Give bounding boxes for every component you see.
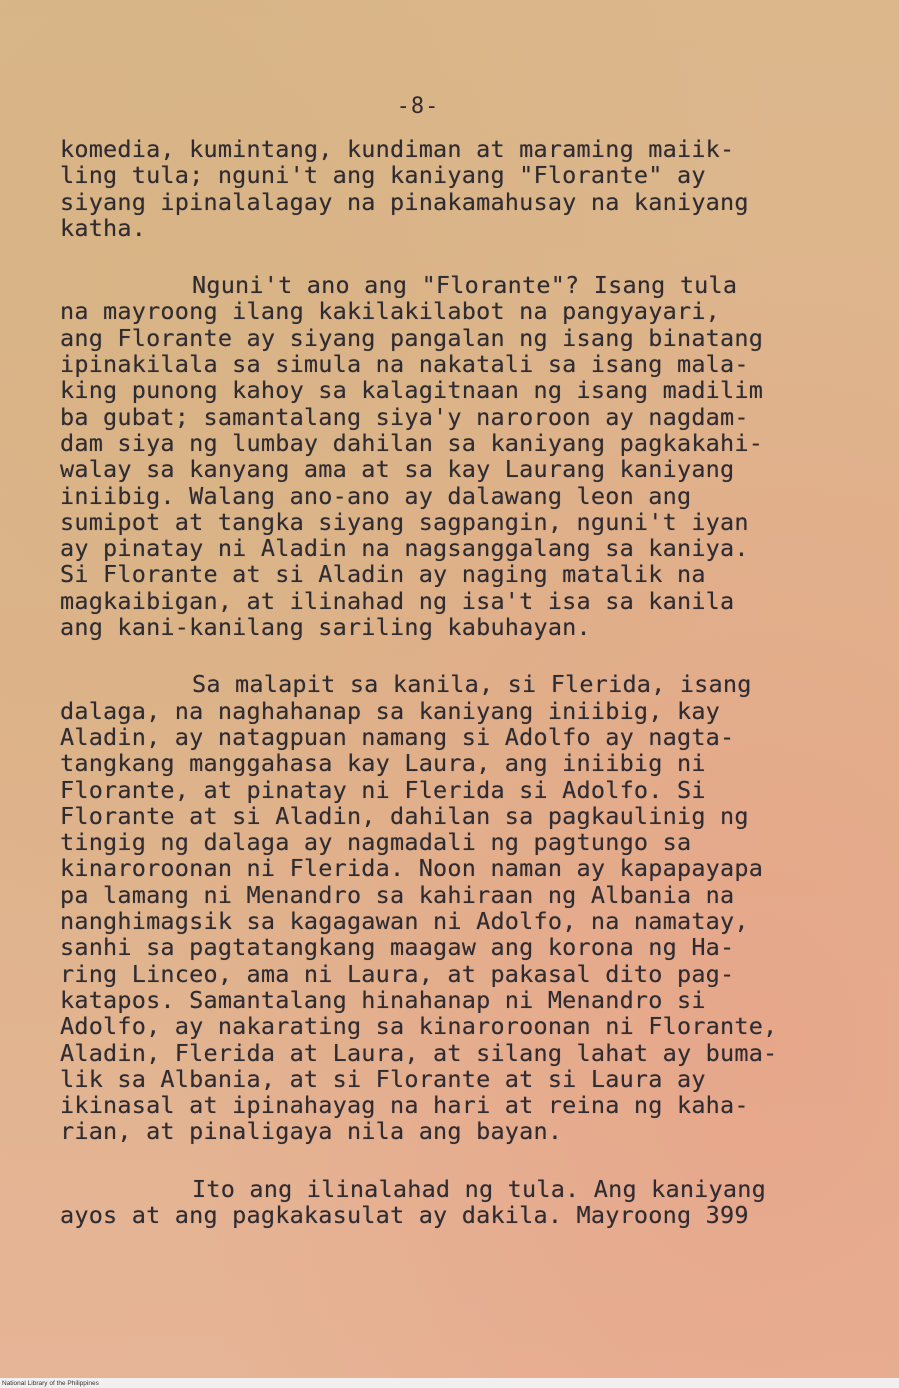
text-line: dam siya ng lumbay dahilan sa kaniyang pagkakahi-	[60, 428, 764, 457]
text-line: lik sa Albania, at si Florante at si Laura ay	[60, 1064, 706, 1093]
paragraph-gap	[60, 241, 860, 272]
paragraph-4	[60, 1176, 860, 1229]
text-line: Adolfo, ay nakarating sa kinaroroonan ni Florante,	[60, 1012, 778, 1041]
text-line: magkaibigan, at ilinahad ng isa't isa sa kanila	[60, 586, 735, 615]
text-line: sumipot at tangka siyang sagpangin, nguni't iyan	[60, 507, 749, 536]
text-line: kinaroroonan ni Flerida. Noon naman ay kapapayapa	[60, 854, 764, 883]
text-line: ang Florante ay siyang pangalan ng isang binatang	[60, 323, 764, 352]
text-line: ling tula; nguni't ang kaniyang "Florante" ay	[60, 161, 706, 190]
text-line: king punong kahoy sa kalagitnaan ng isang madilim	[60, 376, 764, 405]
text-line: walay sa kanyang ama at sa kay Laurang kaniyang	[60, 455, 735, 484]
text-line: Ito ang ilinalahad ng tula. Ang kaniyang	[192, 1174, 766, 1203]
text-line: pa lamang ni Menandro sa kahiraan ng Albania na	[60, 880, 735, 909]
text-line: iniibig. Walang ano-ano ay dalawang leon ang	[60, 481, 692, 510]
paragraph-gap	[60, 640, 860, 671]
text-line: na mayroong ilang kakilakilabot na pangyayari,	[60, 297, 721, 326]
text-line: Si Florante at si Aladin ay naging matalik na	[60, 560, 706, 589]
text-line: sanhi sa pagtatangkang maagaw ang korona ng Ha-	[60, 933, 735, 962]
text-line: katapos. Samantalang hinahanap ni Menandro si	[60, 985, 706, 1014]
text-line: tingig ng dalaga ay nagmadali ng pagtungo sa	[60, 828, 692, 857]
text-line: nanghimagsik sa kagagawan ni Adolfo, na namatay,	[60, 907, 749, 936]
text-line: katha.	[60, 213, 147, 242]
text-line: Sa malapit sa kanila, si Flerida, isang	[192, 670, 752, 699]
scan-bottom-strip	[0, 1378, 899, 1388]
text-line: tangkang manggahasa kay Laura, ang iniibig ni	[60, 749, 706, 778]
text-line: ayos at ang pagkakasulat ay dakila. Mayroong 399	[60, 1200, 749, 1229]
text-line: Florante at si Aladin, dahilan sa pagkaulinig ng	[60, 801, 749, 830]
text-line: ipinakilala sa simula na nakatali sa isang mala-	[60, 350, 749, 379]
paragraph-1	[60, 136, 860, 241]
paragraph-2	[60, 272, 860, 640]
text-line: ba gubat; samantalang siya'y naroroon ay nagdam-	[60, 402, 749, 431]
paragraph-gap	[60, 1145, 860, 1176]
text-line: ring Linceo, ama ni Laura, at pakasal dito pag-	[60, 959, 735, 988]
page-number: -8-	[396, 94, 440, 119]
text-line: komedia, kumintang, kundiman at maraming maiik-	[60, 135, 735, 163]
text-line: ay pinatay ni Aladin na nagsanggalang sa kaniya.	[60, 534, 749, 563]
text-line: Nguni't ano ang "Florante"? Isang tula	[192, 271, 738, 300]
text-line: rian, at pinaligaya nila ang bayan.	[60, 1117, 563, 1146]
text-line: Aladin, Flerida at Laura, at silang lahat ay buma-	[60, 1038, 778, 1067]
text-line: Florante, at pinatay ni Flerida si Adolfo. Si	[60, 775, 706, 804]
text-line: ang kani-kanilang sariling kabuhayan.	[60, 613, 591, 642]
footer-credit: National Library of the Philippines	[2, 1380, 99, 1387]
paragraph-3	[60, 671, 860, 1144]
text-line: ikinasal at ipinahayag na hari at reina ng kaha-	[60, 1091, 749, 1120]
body-text	[60, 136, 860, 1228]
text-line: dalaga, na naghahanap sa kaniyang iniibig, kay	[60, 696, 721, 725]
text-line: Aladin, ay natagpuan namang si Adolfo ay nagta-	[60, 722, 735, 751]
text-line: siyang ipinalalagay na pinakamahusay na kaniyang	[60, 187, 749, 216]
